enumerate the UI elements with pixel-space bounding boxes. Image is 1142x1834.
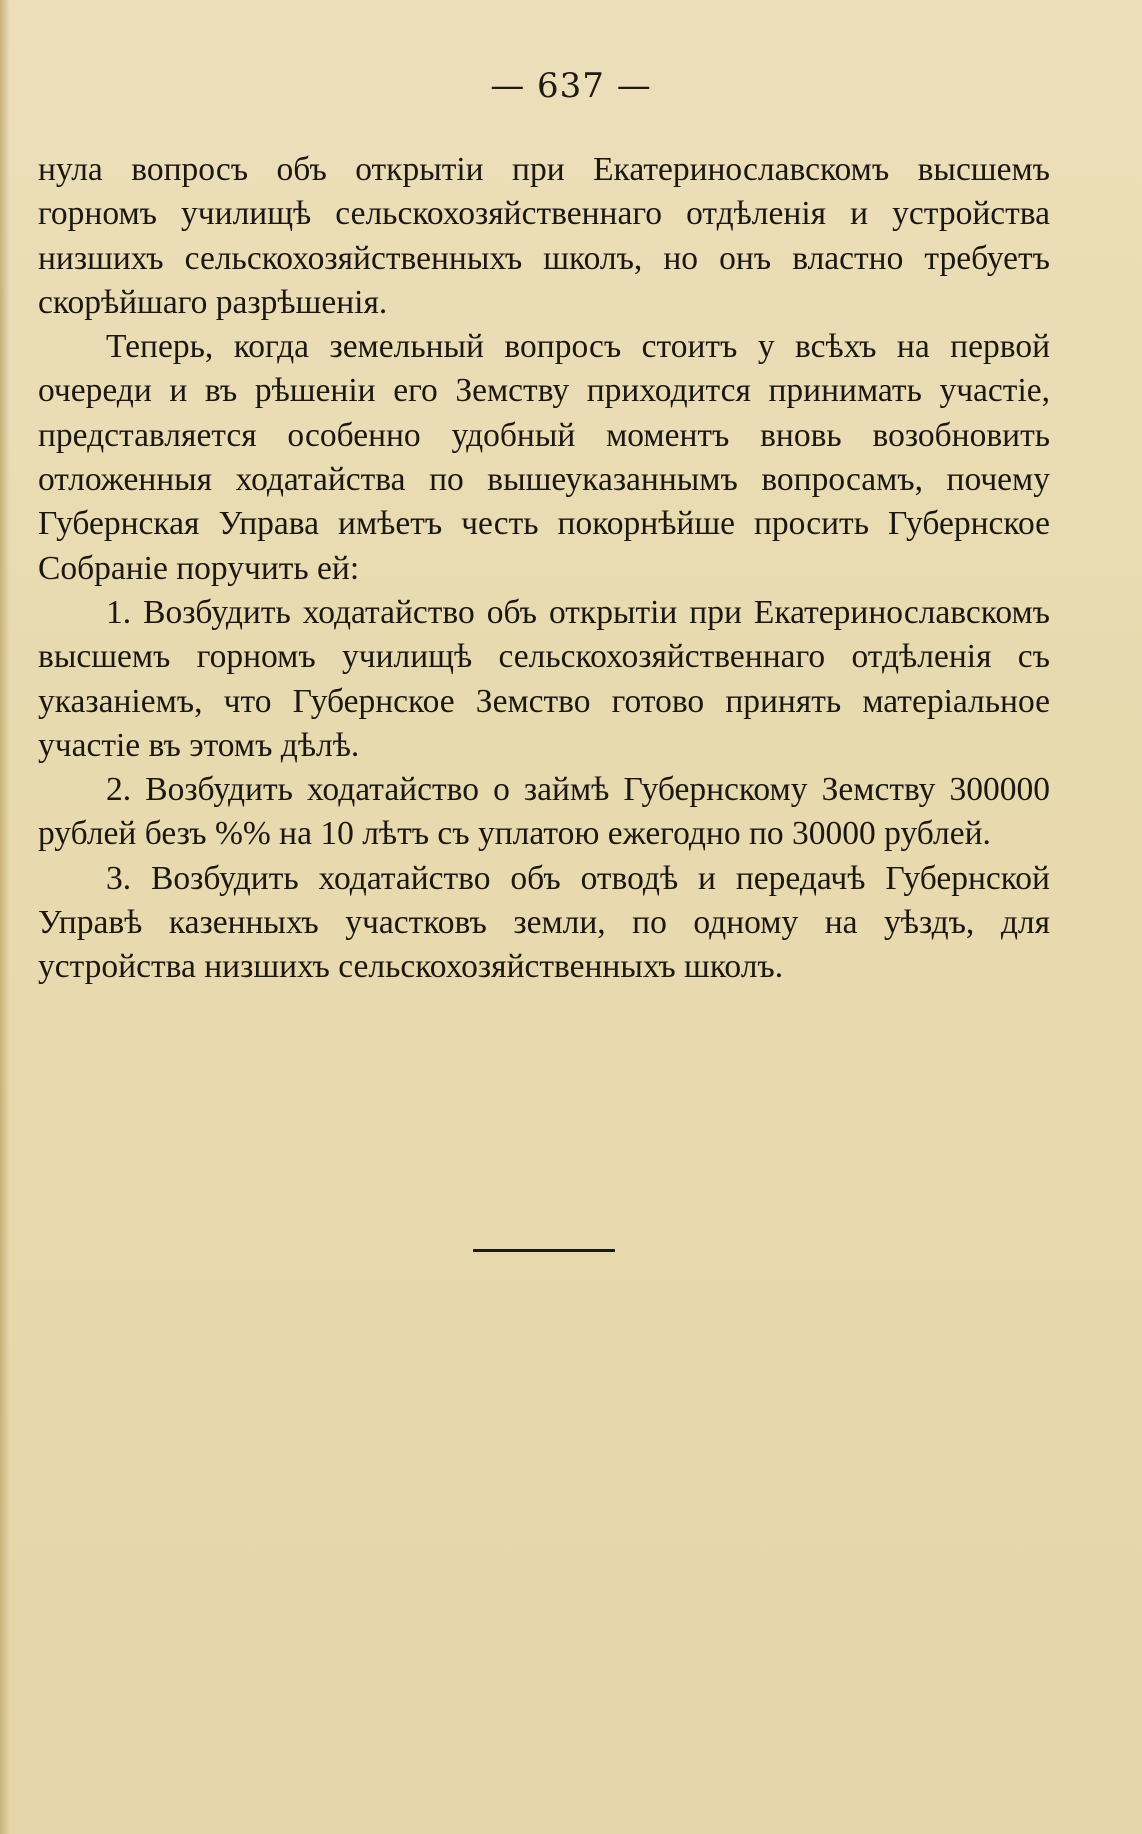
page-number: — 637 — bbox=[490, 66, 652, 106]
section-divider bbox=[473, 1249, 615, 1252]
paragraph-item-1: 1. Возбудить ходатайство объ открытіи при Екатеринославскомъ высшемъ горномъ училищѣ сельскохозяйственнаго отдѣленія съ указаніемъ, что Губернское Земство готово принять матеріальное участіе въ этомъ дѣлѣ. bbox=[38, 593, 1050, 764]
paragraph-item-3: 3. Возбудить ходатайство объ отводѣ и передачѣ Губернской Управѣ казенныхъ участковъ земли, по одному на уѣздъ, для устройства низшихъ сельскохозяйственныхъ школъ. bbox=[38, 859, 1050, 986]
paragraph-item-2: 2. Возбудить ходатайство о займѣ Губернскому Земству 300000 рублей безъ %% на 10 лѣтъ съ уплатою ежегодно по 30000 рублей. bbox=[38, 771, 1050, 853]
document-body bbox=[38, 148, 1050, 990]
paragraph-continuation: нула вопросъ объ открытіи при Екатеринославскомъ высшемъ горномъ училищѣ сельскохозяйственнаго отдѣленія и устройства низшихъ сельскохозяйственныхъ школъ, но онъ властно требуетъ скорѣйшаго разрѣшенія. bbox=[38, 151, 1050, 321]
paragraph-land-question: Теперь, когда земельный вопросъ стоитъ у всѣхъ на первой очереди и въ рѣшеніи его Земству приходится принимать участіе, представляется особенно удобный моментъ вновь возобновить отложенныя ходатайства по вышеуказаннымъ вопросамъ, почему Губернская Управа имѣетъ честь покорнѣйше просить Губернское Собраніе поручить ей: bbox=[38, 328, 1050, 587]
page-edge-shadow bbox=[0, 0, 10, 1834]
